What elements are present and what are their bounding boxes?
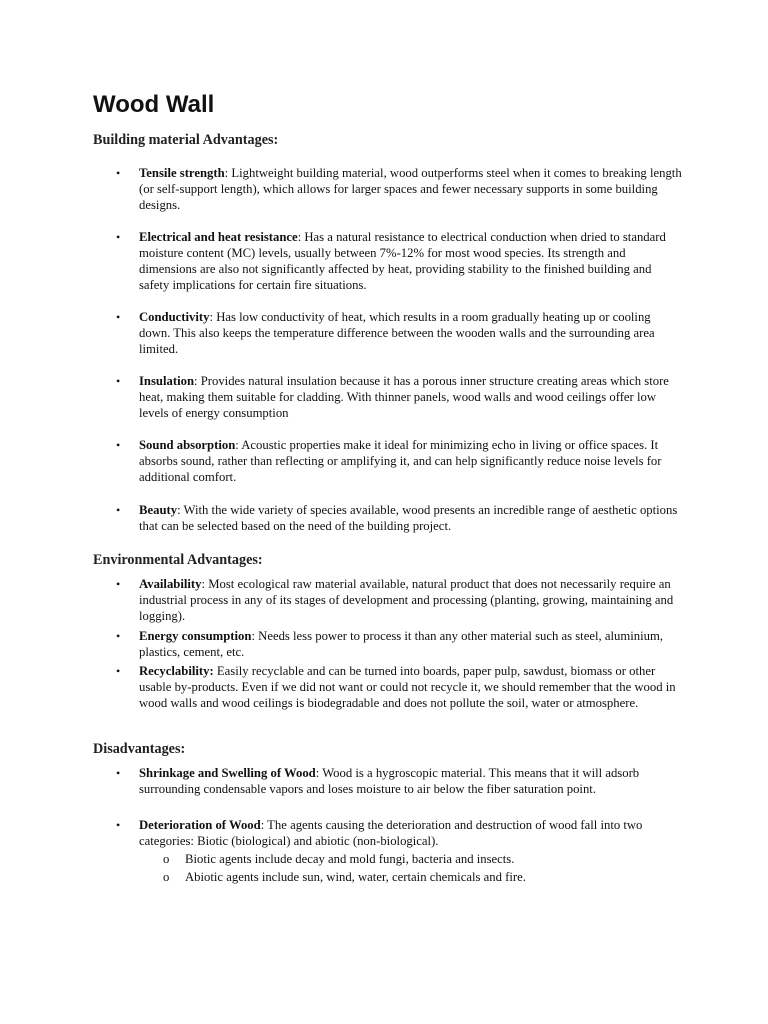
list-item-term: Insulation — [139, 374, 195, 388]
list-item — [139, 438, 683, 486]
list-item — [139, 310, 683, 358]
list-item — [139, 629, 683, 661]
list-item-term: Availability — [139, 577, 202, 591]
list-item-term: Recyclability: — [139, 664, 214, 678]
bullet-icon: • — [116, 664, 121, 678]
list-item-text: : The agents causing the deterioration and destruction of wood fall into two categories: Biotic (biological) and abiotic (non-biological). — [139, 818, 643, 848]
bullet-icon: • — [116, 503, 121, 517]
sub-list-item: Biotic agents include decay and mold fungi, bacteria and insects. — [185, 852, 515, 866]
list-item — [139, 818, 683, 850]
list-item-text: : With the wide variety of species available, wood presents an incredible range of aesthetic options that can be selected based on the need of the building project. — [139, 503, 678, 533]
section-heading-disadvantages: Disadvantages: — [93, 741, 186, 757]
bullet-icon: • — [116, 374, 121, 388]
list-item — [139, 766, 683, 798]
section-heading-environmental: Environmental Advantages: — [93, 552, 263, 568]
bullet-icon: • — [116, 818, 121, 832]
bullet-icon: • — [116, 310, 121, 324]
list-item-text: Easily recyclable and can be turned into boards, paper pulp, sawdust, biomass or other usable by-products. Even if we did not want or could not recycle it, we should remember that the wood in wood walls and wood ceilings is biodegradable and does not pollute the soil, water or atmosphere. — [139, 664, 676, 710]
list-item-term: Shrinkage and Swelling of Wood — [139, 766, 316, 780]
list-item — [139, 230, 683, 294]
sub-bullet-icon: o — [163, 870, 170, 884]
sub-list-item: Abiotic agents include sun, wind, water, certain chemicals and fire. — [185, 870, 526, 884]
bullet-icon: • — [116, 766, 121, 780]
list-item-text: : Provides natural insulation because it has a porous inner structure creating areas which store heat, making them suitable for cladding. With thinner panels, wood walls and wood ceilings offer low levels of energy consumption — [139, 374, 669, 420]
list-item-term: Tensile strength — [139, 166, 225, 180]
page-title: Wood Wall — [93, 91, 215, 118]
bullet-icon: • — [116, 230, 121, 244]
list-item-term: Conductivity — [139, 310, 210, 324]
list-item — [139, 374, 683, 422]
list-item — [139, 664, 683, 712]
list-item-text: : Has a natural resistance to electrical conduction when dried to standard moisture content (MC) levels, usually between 7%-12% for most wood species. Its strength and dimensions are also not significantly affected by heat, providing stability to the finished building and safety implications for certain fire situations. — [139, 230, 666, 292]
list-item-text: : Acoustic properties make it ideal for minimizing echo in living or office spaces. It absorbs sound, rather than reflecting or amplifying it, and can help significantly reduce noise levels for additional comfort. — [139, 438, 662, 484]
list-item — [139, 503, 683, 535]
bullet-icon: • — [116, 629, 121, 643]
list-item-text: : Lightweight building material, wood outperforms steel when it comes to breaking length (or self-support length), which allows for larger spaces and fewer necessary supports in some building designs. — [139, 166, 682, 212]
list-item-text: : Most ecological raw material available, natural product that does not necessarily require an industrial process in any of its stages of development and processing (planting, growing, maintaining and logging). — [139, 577, 674, 623]
list-item-text: : Has low conductivity of heat, which results in a room gradually heating up or cooling down. This also keeps the temperature difference between the wooden walls and the surrounding area limited. — [139, 310, 655, 356]
section-heading-building: Building material Advantages: — [93, 132, 279, 148]
bullet-icon: • — [116, 577, 121, 591]
list-item-term: Sound absorption — [139, 438, 236, 452]
list-item — [139, 166, 683, 214]
sub-bullet-icon: o — [163, 852, 170, 866]
bullet-icon: • — [116, 438, 121, 452]
list-item-term: Electrical and heat resistance — [139, 230, 298, 244]
list-item-text: : Needs less power to process it than any other material such as steel, aluminium, plastics, cement, etc. — [139, 629, 663, 659]
list-item-term: Energy consumption — [139, 629, 252, 643]
list-item-text: : Wood is a hygroscopic material. This means that it will adsorb surrounding condensable vapors and loses moisture to air below the fiber saturation point. — [139, 766, 640, 796]
list-item-term: Beauty — [139, 503, 178, 517]
list-item-term: Deterioration of Wood — [139, 818, 261, 832]
bullet-icon: • — [116, 166, 121, 180]
list-item — [139, 577, 683, 625]
